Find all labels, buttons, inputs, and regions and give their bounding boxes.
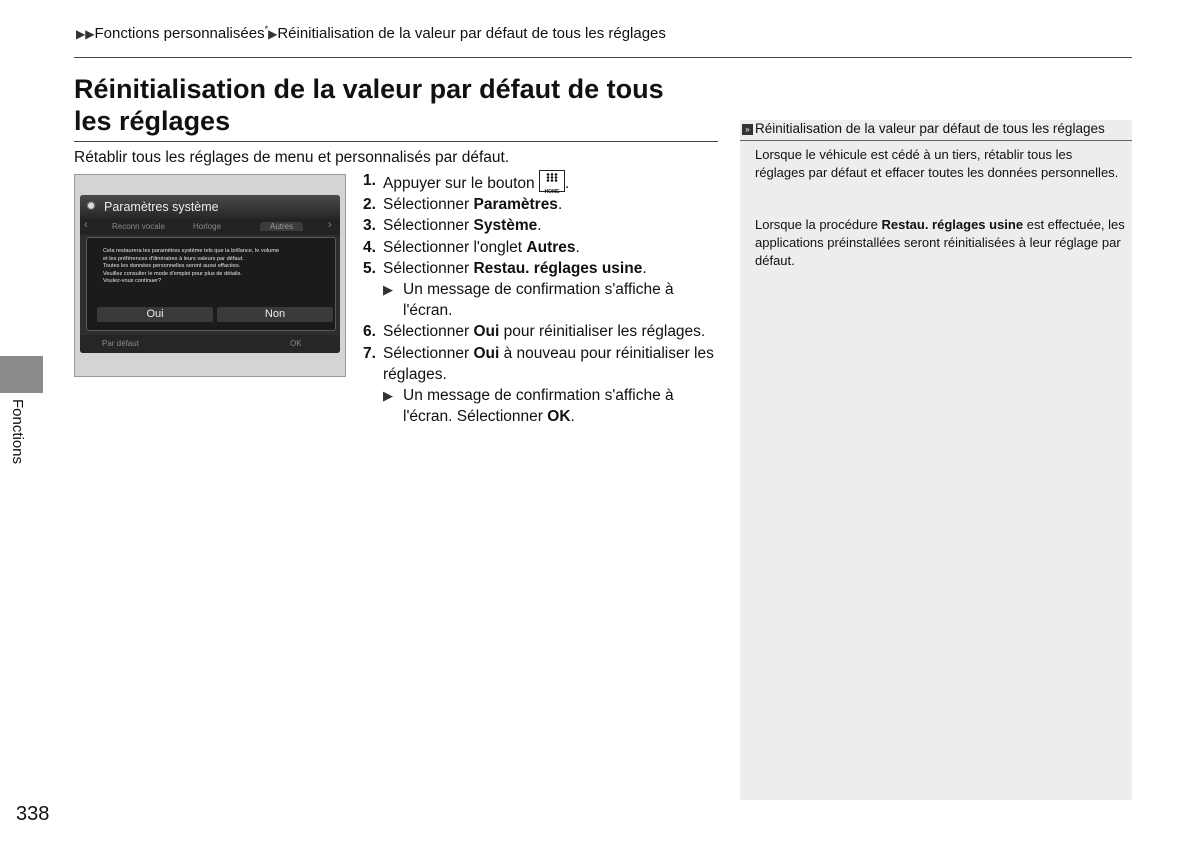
step-text-bold: Oui xyxy=(473,323,500,341)
sidebar-p2-post: est effectuée, les applications préinstallées seront réinitialisées à leur réglage par défaut. xyxy=(755,217,1125,268)
page-title-line1: Réinitialisation de la valeur par défaut de tous xyxy=(74,74,664,104)
screen-tab-others: Autres xyxy=(260,222,303,231)
step-text-post: . xyxy=(642,259,647,277)
step-text xyxy=(383,215,542,236)
screen-default-button: Par défaut xyxy=(102,339,139,348)
step-text-post: . xyxy=(564,175,570,192)
breadcrumb-arrow-icon: ▶▶ xyxy=(76,27,95,41)
page-number: 338 xyxy=(16,803,50,825)
breadcrumb-current: Réinitialisation de la valeur par défaut de tous les réglages xyxy=(277,25,666,42)
screen-yes-button: Oui xyxy=(97,307,213,322)
screen-ok-button: OK xyxy=(290,339,302,348)
step-text-bold: Système xyxy=(473,217,538,235)
step-text-pre: Sélectionner xyxy=(383,323,474,341)
step-text-bold: Autres xyxy=(526,238,576,256)
triangle-right-icon: ▶ xyxy=(383,388,393,404)
step-number: 7. xyxy=(363,344,376,362)
chevron-right-icon: › xyxy=(328,219,332,231)
triangle-right-icon: ▶ xyxy=(383,282,393,298)
step-text xyxy=(383,343,723,385)
steps-list xyxy=(363,170,723,427)
step-text-bold: Paramètres xyxy=(473,196,558,214)
step-6 xyxy=(363,321,723,342)
chapter-label xyxy=(9,396,32,470)
sidebar-p2-pre: Lorsque la procédure xyxy=(755,217,882,232)
screen-no-button: Non xyxy=(217,307,333,322)
screen-header xyxy=(80,195,340,219)
step-5-note xyxy=(363,279,723,321)
screen-tab-clock: Horloge xyxy=(193,222,222,231)
chevron-left-icon: ‹ xyxy=(84,219,88,231)
step-7 xyxy=(363,343,723,385)
step-note-text: Un message de confirmation s'affiche à l'écran. xyxy=(403,281,674,320)
step-text-pre: Sélectionner xyxy=(383,344,474,362)
title-divider xyxy=(74,141,718,142)
confirm-dialog xyxy=(86,237,336,331)
step-4 xyxy=(363,237,723,258)
step-number: 6. xyxy=(363,323,376,341)
screen-bottom-bar xyxy=(80,335,340,353)
step-1 xyxy=(363,170,723,194)
step-text xyxy=(383,237,580,258)
breadcrumb-marker: * xyxy=(264,24,269,34)
breadcrumb xyxy=(76,24,666,42)
step-text xyxy=(383,194,562,215)
step-5 xyxy=(363,258,723,279)
step-text xyxy=(383,258,647,279)
screen-tab-voice: Reconn vocale xyxy=(112,222,165,231)
step-text-post: . xyxy=(557,196,563,214)
sidebar-paragraph-2 xyxy=(755,216,1125,270)
step-note-post: . xyxy=(570,408,575,426)
screen-header-title: Paramètres système xyxy=(104,200,219,214)
step-text-pre: Sélectionner xyxy=(383,217,474,235)
step-note-pre: Un message de confirmation s'affiche à l'écran. Sélectionner xyxy=(403,387,674,426)
gear-icon: ✹ xyxy=(86,199,97,213)
step-number: 4. xyxy=(363,238,376,256)
step-number: 2. xyxy=(363,196,376,214)
breadcrumb-arrow-icon: ▶ xyxy=(268,27,278,41)
step-text-pre: Appuyer sur le bouton xyxy=(383,175,539,192)
home-icon-label: HOME xyxy=(544,189,560,195)
intro-text: Rétablir tous les réglages de menu et personnalisés par défaut. xyxy=(74,149,510,166)
step-text-bold: Oui xyxy=(473,344,500,362)
home-button-icon xyxy=(539,170,565,195)
step-note-bold: OK xyxy=(547,408,571,426)
confirm-dialog-text: Cela restaurera les paramètres système tels que la brillance, le volume et les préférences d'itinéraires à leurs valeurs par défaut. Toutes les données personnelles seront aussi effacées. Veuillez consulter le mode d'emploi pour plus de détails. Voulez-vous continuer? xyxy=(103,248,279,285)
page-title xyxy=(74,73,714,137)
device-screen xyxy=(80,195,340,353)
screen-tab-bar xyxy=(80,219,340,235)
chapter-label-text: Fonctions xyxy=(9,398,27,465)
sidebar-note xyxy=(740,120,1132,800)
step-text xyxy=(383,170,569,194)
step-note-text xyxy=(403,385,723,427)
step-text-pre: Sélectionner xyxy=(383,196,474,214)
double-chevron-icon: » xyxy=(742,124,753,135)
step-text-post: pour réinitialiser les réglages. xyxy=(499,323,706,341)
step-text-post: . xyxy=(537,217,542,235)
step-7-note xyxy=(363,385,723,427)
breadcrumb-section: Fonctions personnalisées xyxy=(94,25,265,42)
sidebar-p2-bold: Restau. réglages usine xyxy=(881,217,1024,232)
header-divider xyxy=(74,57,1132,58)
chapter-tab xyxy=(0,356,43,393)
sidebar-paragraph-1: Lorsque le véhicule est cédé à un tiers, rétablir tous les réglages par défaut et effacer toutes les données personnelles. xyxy=(755,147,1119,180)
step-text-post: . xyxy=(575,238,580,256)
step-number: 5. xyxy=(363,259,376,277)
screen-illustration xyxy=(74,174,346,377)
step-number: 1. xyxy=(363,172,376,189)
sidebar-heading xyxy=(740,120,1132,141)
step-text-bold: Restau. réglages usine xyxy=(473,259,643,277)
step-text-post: à nouveau pour réinitialiser les réglages. xyxy=(383,344,714,383)
step-3 xyxy=(363,215,723,236)
step-number: 3. xyxy=(363,217,376,235)
page-title-line2: les réglages xyxy=(74,106,231,136)
step-text-pre: Sélectionner l'onglet xyxy=(383,238,527,256)
step-text xyxy=(383,321,705,342)
sidebar-heading-text: Réinitialisation de la valeur par défaut de tous les réglages xyxy=(755,121,1105,136)
step-text-pre: Sélectionner xyxy=(383,259,474,277)
